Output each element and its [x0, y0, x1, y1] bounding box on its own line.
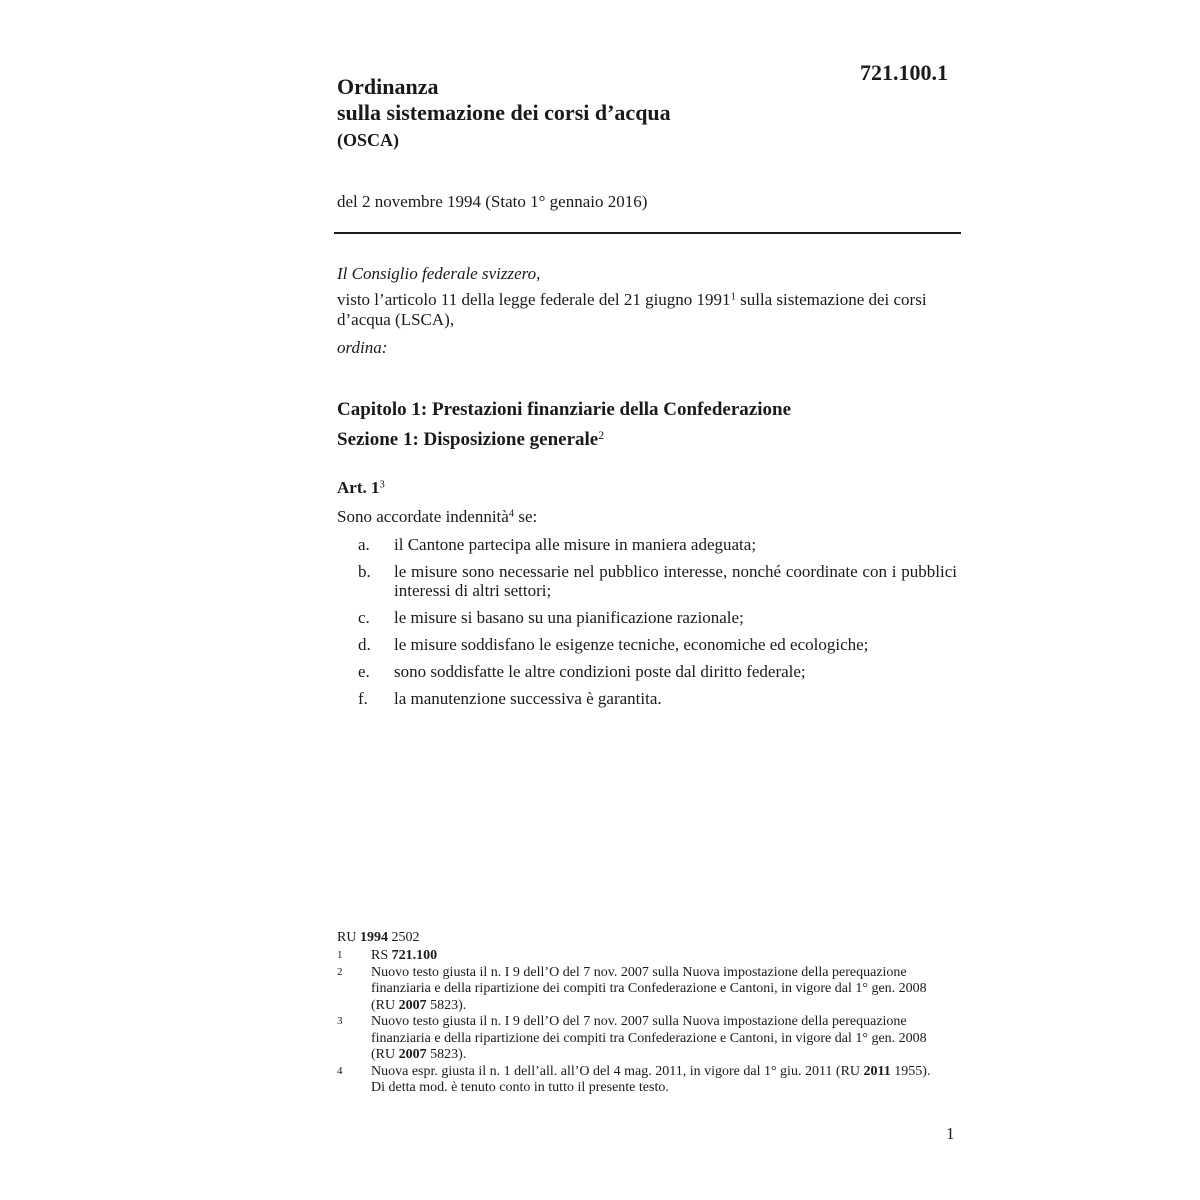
- article-conditions-list: [337, 535, 957, 716]
- list-item-text: le misure soddisfano le esigenze tecniche, economiche ed ecologiche;: [394, 635, 869, 654]
- sr-number: 721.100.1: [860, 60, 948, 85]
- article-intro-text: Sono accordate indennità: [337, 507, 509, 526]
- footnote-ref-4[interactable]: 4: [508, 508, 515, 520]
- date-status-line: del 2 novembre 1994 (Stato 1° gennaio 2016): [337, 192, 648, 211]
- list-item: [337, 535, 957, 554]
- header-divider: [334, 232, 961, 234]
- list-item-text: le misure si basano su una pianificazione razionale;: [394, 608, 744, 627]
- footnote-text-run: 2011: [863, 1063, 891, 1079]
- list-item-text: sono soddisfatte le altre condizioni poste dal diritto federale;: [394, 662, 806, 681]
- list-item-letter: f.: [358, 689, 368, 708]
- footnote-text-run: 2007: [398, 1047, 427, 1062]
- footnote-ref-3[interactable]: 3: [379, 479, 385, 491]
- footnote-number: 2: [337, 965, 343, 978]
- list-item-letter: a.: [358, 535, 370, 554]
- footnote-text-run: 721.100: [391, 948, 438, 963]
- preamble-legal-basis: [337, 290, 957, 330]
- preamble-authority: Il Consiglio federale svizzero,: [337, 264, 541, 283]
- footnote-text-run: 1955). Di detta mod. è tenuto conto in tutto il presente testo.: [371, 1063, 931, 1095]
- preamble-basis-text: visto l’articolo 11 della legge federale del 21 giugno 1991: [337, 290, 731, 309]
- footnote-number: 4: [337, 1064, 343, 1077]
- footnote-text: [371, 948, 937, 965]
- ru-prefix: RU: [337, 930, 360, 945]
- title-line-2: sulla sistemazione dei corsi d’acqua: [337, 100, 671, 125]
- footnote-text: [371, 965, 937, 1015]
- footnote: [337, 948, 937, 965]
- title-line-1: Ordinanza: [337, 74, 439, 99]
- section-heading-text: Sezione 1: Disposizione generale: [337, 429, 599, 450]
- preamble-basis-text-cont: sulla sistemazione dei corsi d’acqua (LSCA),: [337, 290, 927, 329]
- footnote-text: [371, 1014, 937, 1064]
- footnote-ref-2[interactable]: 2: [598, 429, 605, 443]
- article-intro: [337, 507, 537, 527]
- article-heading: [337, 478, 385, 498]
- section-heading: [337, 429, 604, 451]
- list-item-letter: c.: [358, 608, 370, 627]
- footnote-ref-1[interactable]: 1: [730, 291, 736, 303]
- official-compilation-ref: [337, 930, 937, 946]
- list-item: [337, 608, 957, 627]
- footnote-number: 1: [337, 949, 343, 961]
- list-item-letter: e.: [358, 662, 370, 681]
- footnote: [337, 965, 937, 1015]
- footnote: [337, 1014, 937, 1064]
- footnote: [337, 1064, 937, 1097]
- ru-page: 2502: [387, 930, 420, 945]
- footnote-list: [337, 948, 937, 1097]
- list-item-text: il Cantone partecipa alle misure in maniera adeguata;: [394, 535, 757, 554]
- list-item-letter: b.: [358, 562, 371, 581]
- footnote-text: [371, 1064, 937, 1097]
- footnote-text-run: 5823).: [426, 1047, 467, 1062]
- list-item: [337, 562, 957, 600]
- list-item: [337, 635, 957, 654]
- article-intro-text-cont: se:: [514, 507, 538, 526]
- document-title: [337, 74, 671, 126]
- page-number: 1: [946, 1124, 955, 1143]
- footnote-text-run: Nuovo testo giusta il n. I 9 dell’O del 7 nov. 2007 sulla Nuova impostazione della perequazione finanziaria e della ripartizione dei compiti tra Confederazione e Cantoni, in vigore dal 1° gen. 2008 (RU: [371, 964, 927, 1013]
- chapter-heading: Capitolo 1: Prestazioni finanziarie della Confederazione: [337, 399, 792, 420]
- footnote-text-run: 2007: [398, 997, 427, 1013]
- list-item-letter: d.: [358, 635, 371, 654]
- list-item: [337, 689, 957, 708]
- footnote-number: 3: [337, 1015, 343, 1027]
- footnote-text-run: 5823).: [426, 997, 467, 1013]
- article-heading-text: Art. 1: [337, 478, 380, 497]
- footnote-text-run: Nuova espr. giusta il n. 1 dell’all. all’O del 4 mag. 2011, in vigore dal 1° giu. 2011 (RU: [371, 1063, 864, 1079]
- preamble-decree: ordina:: [337, 338, 388, 357]
- footnote-text-run: RS: [371, 948, 392, 963]
- list-item-text: le misure sono necessarie nel pubblico interesse, nonché coordinate con i pubblici interessi di altri settori;: [394, 562, 957, 600]
- list-item-text: la manutenzione successiva è garantita.: [394, 689, 662, 708]
- ru-year: 1994: [359, 930, 388, 945]
- footnotes: [337, 930, 937, 1097]
- title-abbreviation: (OSCA): [337, 130, 399, 150]
- footnote-text-run: Nuovo testo giusta il n. I 9 dell’O del 7 nov. 2007 sulla Nuova impostazione della perequazione finanziaria e della ripartizione dei compiti tra Confederazione e Cantoni, in vigore dal 1° gen. 2008 (RU: [371, 1014, 927, 1062]
- list-item: [337, 662, 957, 681]
